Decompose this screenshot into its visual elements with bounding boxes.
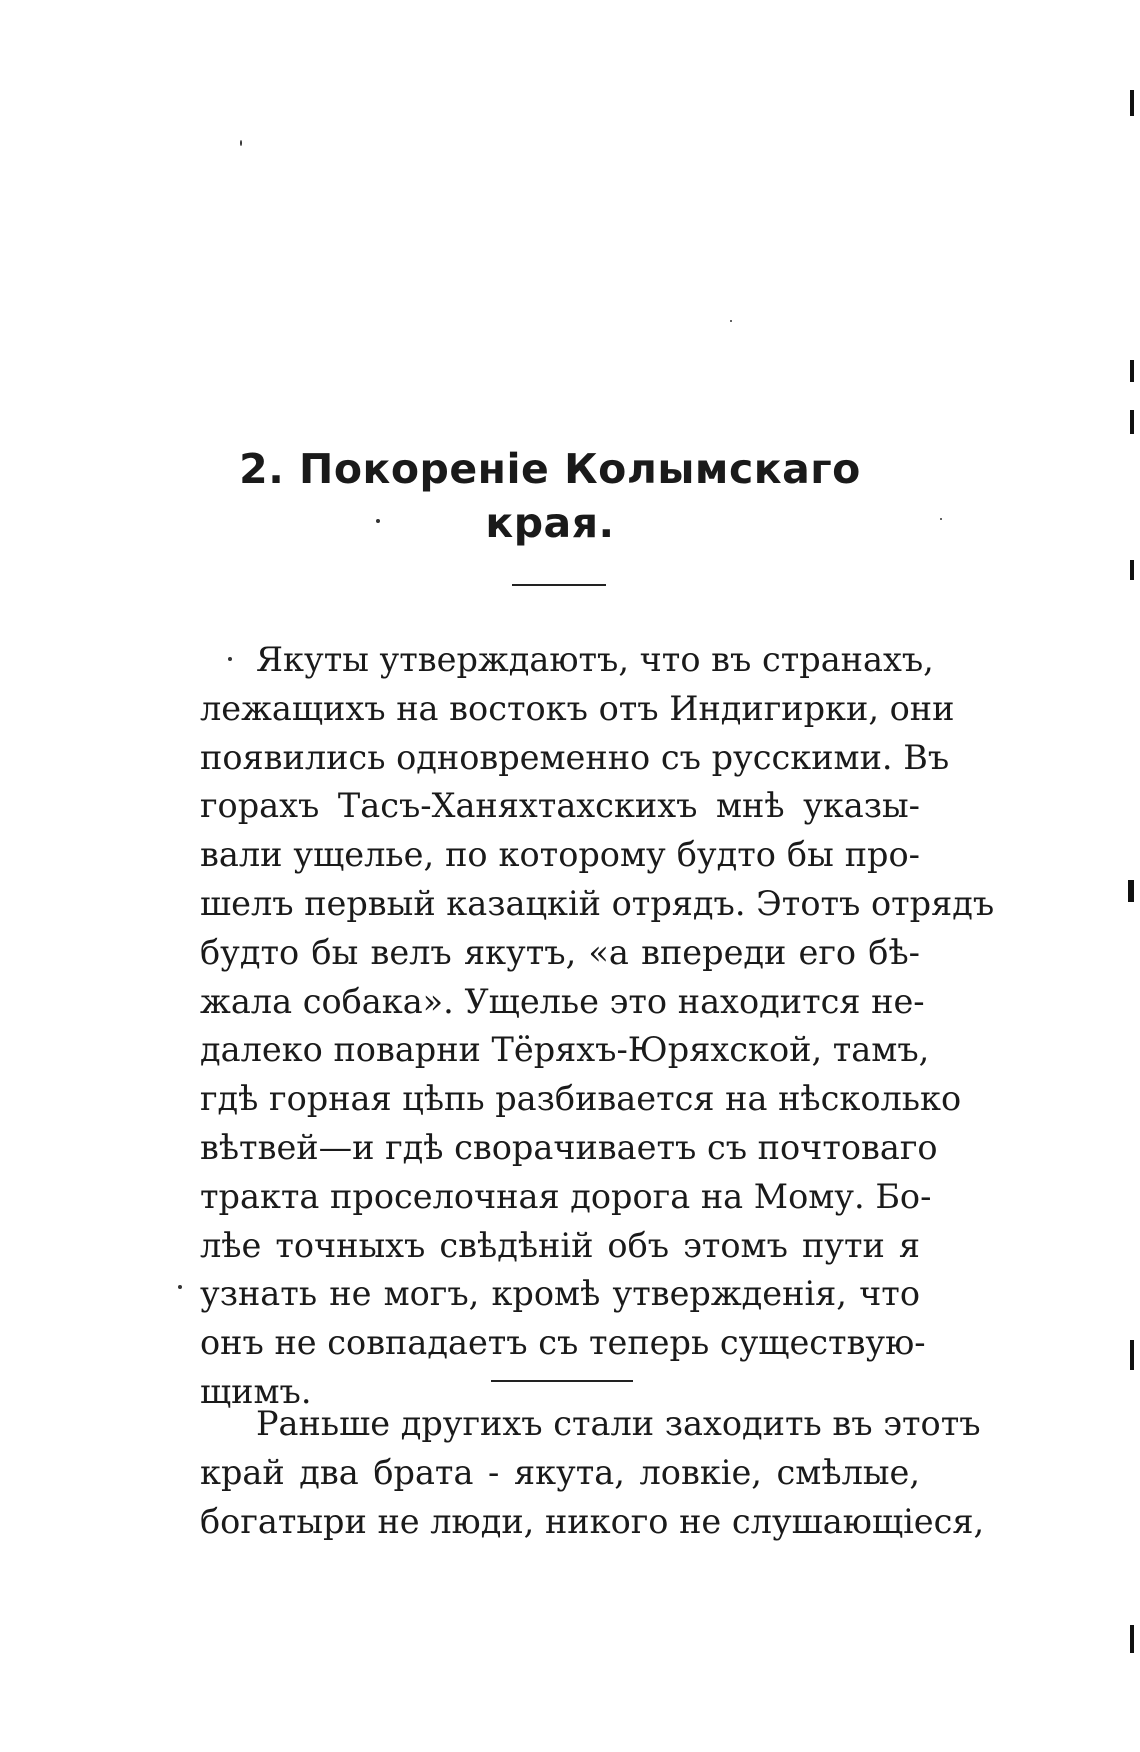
scan-speck	[376, 519, 380, 523]
page-edge-mark	[1130, 1625, 1134, 1653]
scan-speck	[228, 657, 232, 661]
chapter-title-line-1: 2. Покореніе Колымскаго	[239, 445, 861, 493]
text-line: тракта проселочная дорога на Мому. Бо-	[200, 1176, 932, 1216]
text-line: Раньше другихъ стали заходить въ этотъ	[256, 1404, 981, 1443]
text-line: лежащихъ на востокъ отъ Индигирки, они	[200, 688, 955, 728]
chapter-title-line-2: края.	[485, 499, 615, 547]
section-divider-rule	[491, 1380, 633, 1382]
text-line: вѣтвей—и гдѣ сворачиваетъ съ почтоваго	[200, 1127, 938, 1167]
text-line: онъ не совпадаетъ съ теперь существую-	[200, 1323, 926, 1363]
text-line: лѣе точныхъ свѣдѣній объ этомъ пути я	[200, 1225, 920, 1265]
page-edge-mark	[1130, 90, 1134, 116]
text-line: будто бы велъ якутъ, «а впереди его бѣ-	[200, 932, 920, 972]
paragraph-2	[200, 1400, 985, 1546]
text-line: жала собака». Ущелье это находится не-	[200, 981, 925, 1021]
text-line: узнать не могъ, кромѣ утвержденія, что	[200, 1274, 920, 1314]
paragraph-1	[200, 636, 995, 1417]
scan-speck	[178, 1285, 182, 1289]
text-line: богатыри не люди, никого не слушающіеся,	[200, 1501, 985, 1541]
page-edge-mark	[1130, 360, 1134, 382]
text-line: горахъ Тасъ-Ханяхтахскихъ мнѣ указы-	[200, 786, 920, 826]
page-edge-mark	[1130, 410, 1134, 434]
text-line: шелъ первый казацкій отрядъ. Этотъ отрядъ	[200, 883, 995, 923]
text-line: край два брата - якута, ловкіе, смѣлые,	[200, 1452, 920, 1492]
chapter-title	[200, 442, 900, 550]
text-line: Якуты утверждаютъ, что въ странахъ,	[256, 640, 934, 679]
text-line: гдѣ горная цѣпь разбивается на нѣсколько	[200, 1079, 962, 1119]
page-edge-mark	[1130, 1340, 1134, 1370]
text-line: далеко поварни Тёряхъ-Юряхской, тамъ,	[200, 1030, 930, 1070]
title-divider-rule	[512, 584, 606, 586]
text-line: щимъ.	[200, 1371, 312, 1411]
scan-speck	[240, 140, 242, 146]
scan-speck	[940, 518, 942, 520]
page-edge-mark	[1130, 560, 1134, 580]
page-edge-mark	[1128, 880, 1134, 902]
text-line: появились одновременно съ русскими. Въ	[200, 737, 950, 777]
scan-speck	[730, 320, 732, 322]
text-line: вали ущелье, по которому будто бы про-	[200, 835, 920, 875]
